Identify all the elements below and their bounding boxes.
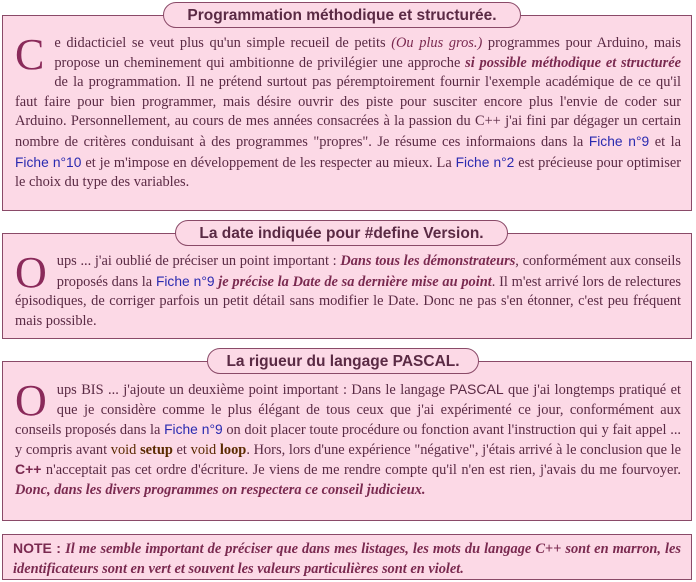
drop-cap: O [15, 376, 47, 425]
section-pascal-rigor [2, 361, 692, 521]
section-methodical-programming [2, 15, 692, 211]
drop-cap: C [15, 30, 45, 79]
link-fiche-9[interactable]: Fiche n°9 [164, 422, 223, 438]
section-version-date [2, 233, 692, 339]
note-box [2, 534, 692, 580]
section3-paragraph: Oups BIS ... j'ajoute un deuxième point important : Dans le langage PASCAL que j'ai longtemps pratiqué et que je considère comme le plus élégant de tous ceux que j'ai expérimenté ce jour, conformément aux conseils proposés dans la Fiche n°9 on doit placer toute procédure ou fonction avant l'instruction qui y fait appel ... y compris avant void setup et void loop. Hors, lors d'une expérience "négative", j'étais arrivé à le conclusion que le C++ n'acceptait pas cet ordre d'écriture. Je viens de me rendre compte qu'il n'en est rien, j'avais du me fourvoyer. Donc, dans les divers programmes on respectera ce conseil judicieux. [15, 376, 682, 498]
link-fiche-10[interactable]: Fiche n°10 [15, 154, 82, 170]
section2-title: La date indiquée pour #define Version. [175, 220, 508, 246]
section1-paragraph: Ce didacticiel se veut plus qu'un simple recueil de petits (Ou plus gros.) programmes pour Arduino, mais propose un cheminement qui ambitionne de privilégier une approche si possible méthodique et structurée de la programmation. Il ne prétend surtout pas péremptoirement fournir l'exemple académique de ce qu'il faut faire pour bien programmer, mais désire ouvrir des piste pour susciter encore plus l'envie de coder sur Arduino. Personnellement, au cours de mes années consacrées à la passion du C++ j'ai fini par dégager un certain nombre de critères conduisant à des programmes "propres". Je résume ces informaions dans la Fiche n°9 et la Fiche n°10 et je m'impose en développement de les respecter au mieux. La Fiche n°2 est précieuse pour optimiser le choix du type des variables. [15, 30, 682, 191]
section3-title: La rigueur du langage PASCAL. [207, 348, 479, 374]
drop-cap: O [15, 248, 47, 297]
link-fiche-9[interactable]: Fiche n°9 [155, 273, 215, 289]
link-fiche-9[interactable]: Fiche n°9 [588, 133, 650, 149]
section1-title: Programmation méthodique et structurée. [163, 2, 521, 28]
link-fiche-2[interactable]: Fiche n°2 [455, 154, 515, 170]
note-paragraph: NOTE : Il me semble important de préciser que dans mes listages, les mots du langage C++ sont en marron, les identificateurs sont en vert et souvent les valeurs particulières sont en violet. [13, 540, 681, 577]
section2-paragraph: Oups ... j'ai oublié de préciser un point important : Dans tous les démonstrateurs, conformément aux conseils proposés dans la Fiche n°9 je précise la Date de sa dernière mise au point. Il m'est arrivé lors de relectures épisodiques, de corriger parfois un petit détail sans modifier le Date. Donc ne pas s'en étonner, c'est peu fréquent mais possible. [15, 248, 682, 329]
